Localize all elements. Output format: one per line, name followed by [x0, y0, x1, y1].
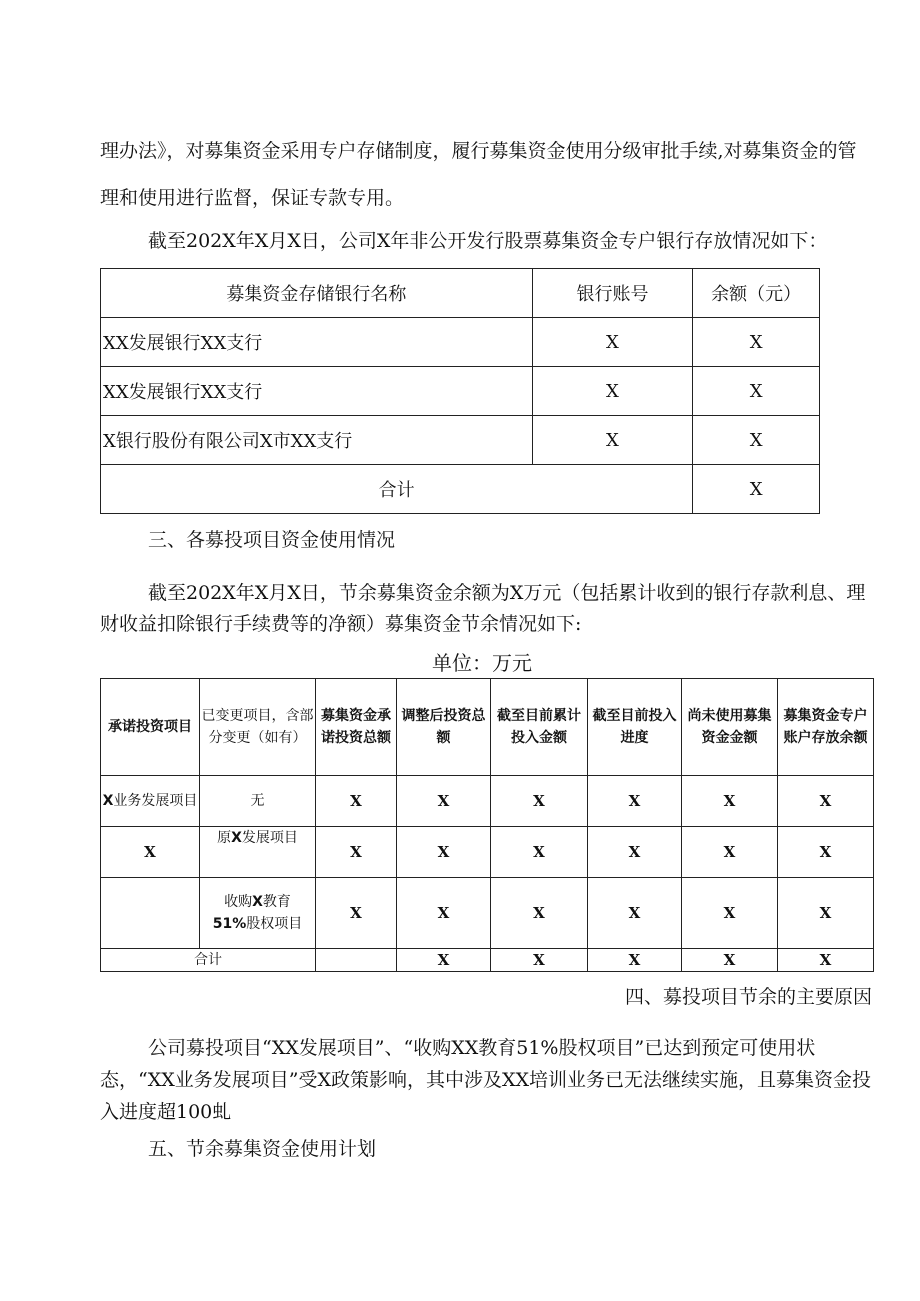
- table-row: [101, 416, 820, 465]
- total-value: X: [397, 949, 491, 972]
- total-label: 合计: [101, 949, 316, 972]
- value-cell: X: [397, 878, 491, 949]
- table-header-row: [101, 679, 874, 776]
- total-empty-cell: [316, 949, 397, 972]
- value-cell: X: [588, 827, 682, 878]
- value-cell: X: [316, 827, 397, 878]
- total-value: X: [491, 949, 588, 972]
- section-heading-4: 四、募投项目节余的主要原因: [624, 986, 872, 1008]
- changed-prefix: 原: [217, 830, 232, 846]
- total-value: X: [588, 949, 682, 972]
- project-name: 业务发展项目: [113, 793, 198, 809]
- paragraph-management: 理办法》，对募集资金采用专户存储制度，履行募集资金使用分级审批手续,对募集资金的管理和使用进行监督，保证专款专用。: [100, 140, 857, 209]
- value-cell: X: [316, 776, 397, 827]
- value-cell: X: [682, 878, 778, 949]
- account-cell: X: [532, 367, 693, 416]
- project-cell: [101, 776, 200, 827]
- header-unused-amount: 尚未使用募集资金金额: [682, 679, 778, 776]
- value-cell: X: [397, 776, 491, 827]
- balance-cell: X: [693, 318, 820, 367]
- value-cell: X: [682, 827, 778, 878]
- account-cell: X: [532, 416, 693, 465]
- header-committed-total: 募集资金承诺投资总额: [316, 679, 397, 776]
- value-cell: X: [397, 827, 491, 878]
- bank-deposit-table: [100, 268, 820, 514]
- header-progress: 截至目前投入进度: [588, 679, 682, 776]
- value-cell: X: [491, 827, 588, 878]
- header-changed-project: 已变更项目，含部分变更（如有）: [200, 679, 316, 776]
- table-row: [101, 318, 820, 367]
- table-row: [101, 827, 874, 878]
- fund-usage-table: [100, 678, 874, 972]
- value-cell: X: [491, 776, 588, 827]
- header-cumulative-input: 截至目前累计投入金额: [491, 679, 588, 776]
- bank-name-cell: X银行股份有限公司X市XX支行: [101, 416, 533, 465]
- table-row: [101, 878, 874, 949]
- total-label: 合计: [101, 465, 693, 514]
- value-cell: X: [778, 776, 874, 827]
- changed-percent: 51%: [212, 916, 247, 932]
- table-row: [101, 776, 874, 827]
- changed-cell: [200, 827, 316, 878]
- changed-suffix: 发展项目: [241, 830, 298, 846]
- project-cell: X: [101, 827, 200, 878]
- changed-cell: [200, 878, 316, 949]
- account-cell: X: [532, 318, 693, 367]
- value-cell: X: [682, 776, 778, 827]
- header-account-number: 银行账号: [532, 269, 693, 318]
- header-bank-name: 募集资金存储银行名称: [101, 269, 533, 318]
- changed-x: X: [252, 894, 263, 910]
- table-total-row: [101, 949, 874, 972]
- value-cell: X: [316, 878, 397, 949]
- total-value: X: [778, 949, 874, 972]
- total-value: X: [682, 949, 778, 972]
- changed-middle: 教育: [262, 894, 291, 910]
- changed-prefix: 收购: [224, 894, 253, 910]
- section-heading-5: 五、节余募集资金使用计划: [148, 1138, 377, 1160]
- header-balance: 余额（元）: [693, 269, 820, 318]
- balance-cell: X: [693, 367, 820, 416]
- table-header-row: [101, 269, 820, 318]
- header-account-balance: 募集资金专户账户存放余额: [778, 679, 874, 776]
- changed-suffix: 股权项目: [246, 916, 303, 932]
- changed-cell: 无: [200, 776, 316, 827]
- balance-cell: X: [693, 416, 820, 465]
- paragraph-surplus-reasons: 公司募投项目“XX发展项目”、“收购XX教育51%股权项目”已达到预定可使用状态，“XX业务发展项目”受X政策影响，其中涉及XX培训业务已无法继续实施，且募集资金投入进度超100虬: [100, 1037, 872, 1123]
- table-total-row: [101, 465, 820, 514]
- bank-name-cell: XX发展银行XX支行: [101, 367, 533, 416]
- value-cell: X: [588, 776, 682, 827]
- paragraph-bank-deposit-intro: 截至202X年X月X日，公司X年非公开发行股票募集资金专户银行存放情况如下：: [148, 230, 828, 252]
- changed-x: X: [231, 830, 242, 846]
- project-x: X: [102, 793, 114, 809]
- paragraph-surplus-intro: 截至202X年X月X日，节余募集资金余额为X万元（包括累计收到的银行存款利息、理财收益扣除银行手续费等的净额）募集资金节余情况如下:: [100, 582, 866, 635]
- total-value: X: [693, 465, 820, 514]
- project-cell-empty: [101, 878, 200, 949]
- value-cell: X: [491, 878, 588, 949]
- table-row: [101, 367, 820, 416]
- value-cell: X: [778, 878, 874, 949]
- section-heading-3: 三、各募投项目资金使用情况: [148, 529, 396, 551]
- header-adjusted-total: 调整后投资总额: [397, 679, 491, 776]
- unit-label: 单位：万元: [432, 651, 532, 675]
- header-committed-project: 承诺投资项目: [101, 679, 200, 776]
- value-cell: X: [778, 827, 874, 878]
- value-cell: X: [588, 878, 682, 949]
- bank-name-cell: XX发展银行XX支行: [101, 318, 533, 367]
